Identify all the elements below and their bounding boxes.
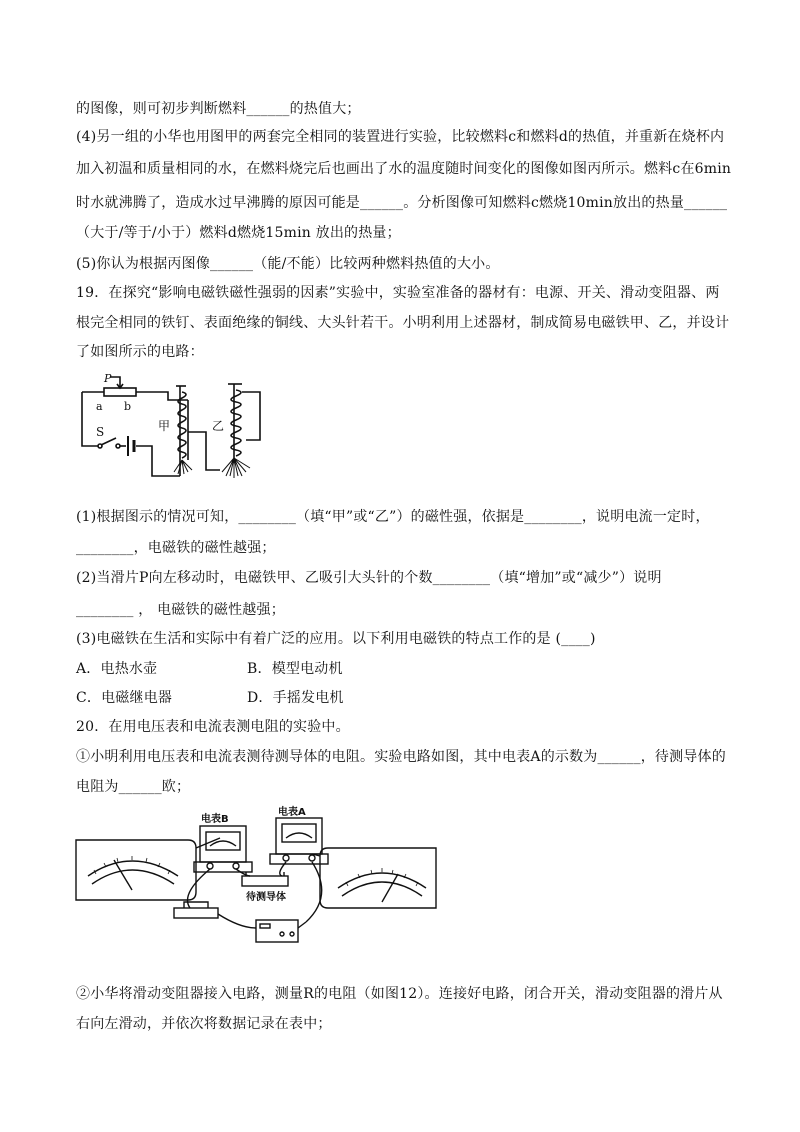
- question-19-line-3: 了如图所示的电路：: [76, 344, 204, 360]
- q19-part1-line-2: ________，电磁铁的磁性越强；: [76, 540, 276, 556]
- question-20-line: 20．在用电压表和电流表测电阻的实验中。: [76, 719, 350, 735]
- q20-part1-line-1: ①小明利用电压表和电流表测待测导体的电阻。实验电路如图，其中电表A的示数为______，待测导体的: [76, 749, 726, 765]
- terminal-b-label: b: [124, 400, 132, 413]
- q20-part2-line-2: 右向左滑动，并依次将数据记录在表中；: [76, 1016, 332, 1032]
- text-line-3: 加入初温和质量相同的水，在燃料烧完后也画出了水的温度随时间变化的图像如图丙所示。燃料c在6min: [76, 161, 732, 177]
- text-line-4: 时水就沸腾了，造成水过早沸腾的原因可能是______。分析图像可知燃料c燃烧10min放出的热量______: [76, 195, 728, 211]
- text-line-1: 的图像，则可初步判断燃料______的热值大；: [76, 101, 361, 117]
- option-b: B．模型电动机: [247, 661, 343, 677]
- q19-part3-line: (3)电磁铁在生活和实际中有着广泛的应用。以下利用电磁铁的特点工作的是 (____): [76, 631, 596, 647]
- meter-b-label: 电表B: [201, 814, 229, 825]
- electromagnet-circuit-figure: [76, 372, 276, 484]
- q19-part2-line-2: ________ ， 电磁铁的磁性越强；: [76, 602, 285, 618]
- electromagnet-jia-label: 甲: [158, 419, 171, 433]
- q19-part1-line-1: (1)根据图示的情况可知，________（填“甲”或“乙”）的磁性强，依据是________，说明电流一定时，: [76, 509, 710, 525]
- q20-part1-line-2: 电阻为______欧；: [76, 779, 191, 795]
- terminal-a-label: a: [96, 400, 103, 413]
- meters-circuit-figure: [70, 804, 440, 950]
- conductor-label: 待测导体: [246, 892, 286, 903]
- question-19-line-2: 根完全相同的铁钉、表面绝缘的铜线、大头针若干。小明利用上述器材，制成简易电磁铁甲、乙，并设计: [76, 315, 730, 331]
- text-line-5: （大于/等于/小于）燃料d燃烧15min 放出的热量；: [76, 225, 401, 241]
- option-c: C．电磁继电器: [76, 690, 173, 706]
- option-d: D．手摇发电机: [247, 690, 344, 706]
- meter-a-label: 电表A: [278, 807, 306, 818]
- q20-part2-line-1: ②小华将滑动变阻器接入电路，测量R的电阻（如图12）。连接好电路，闭合开关，滑动变阻器的滑片从: [76, 986, 723, 1002]
- slider-p-label: P: [104, 372, 112, 385]
- text-line-6: (5)你认为根据丙图像______（能/不能）比较两种燃料热值的大小。: [76, 256, 500, 272]
- electromagnet-yi-label: 乙: [212, 419, 225, 433]
- option-a: A．电热水壶: [76, 661, 158, 677]
- q19-part2-line-1: (2)当滑片P向左移动时，电磁铁甲、乙吸引大头针的个数________（填“增加”或“减少”）说明: [76, 570, 662, 586]
- text-line-2: (4)另一组的小华也用图甲的两套完全相同的装置进行实验，比较燃料c和燃料d的热值，并重新在烧杯内: [76, 129, 725, 145]
- switch-s-label: S: [96, 425, 105, 439]
- question-19-line-1: 19．在探究“影响电磁铁磁性强弱的因素”实验中，实验室准备的器材有：电源、开关、滑动变阻器、两: [76, 285, 720, 301]
